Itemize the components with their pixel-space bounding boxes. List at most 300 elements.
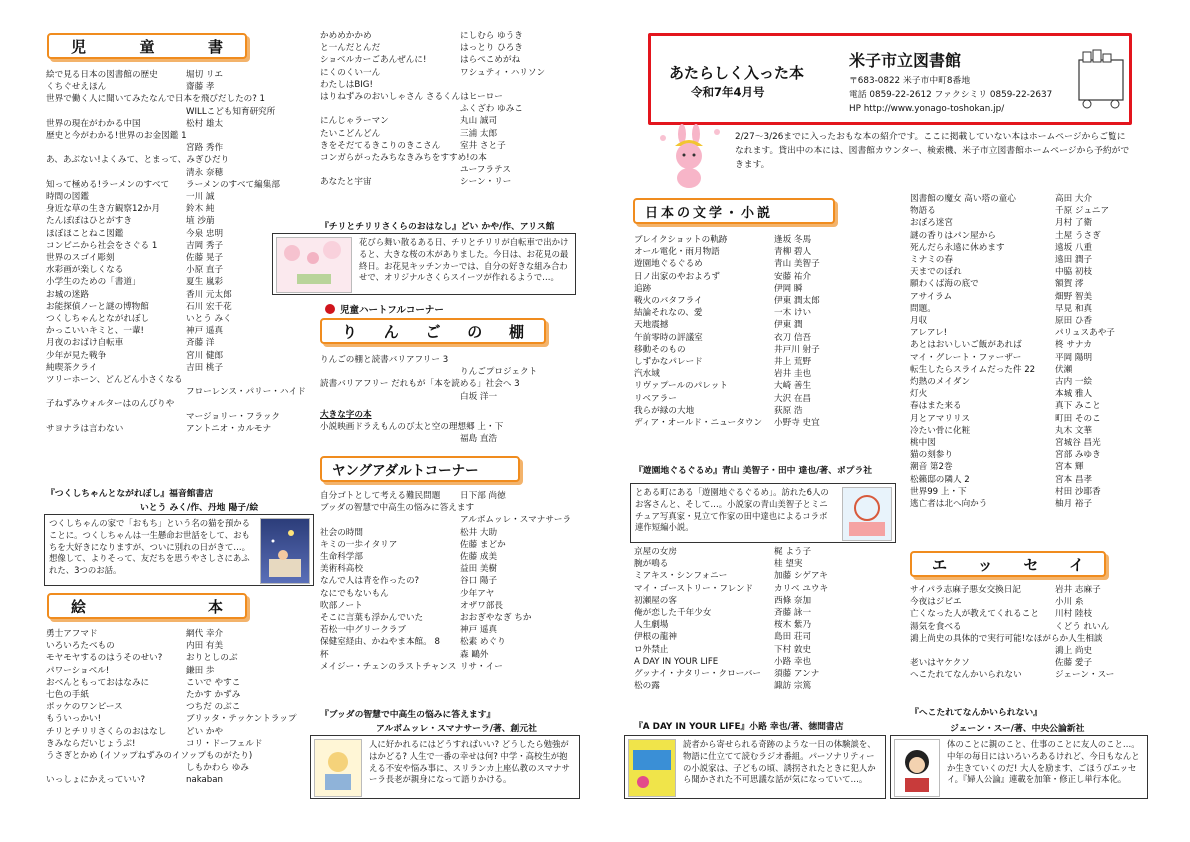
book-entry xyxy=(46,762,316,774)
book-author: 福島 直浩 xyxy=(460,434,498,445)
book-title: 追跡 xyxy=(634,283,652,294)
book-entry xyxy=(46,423,316,435)
book-title: おべんともっておはなみに xyxy=(46,677,150,688)
book-entry xyxy=(634,332,904,344)
header-char: セ xyxy=(1023,555,1039,574)
book-title: きみならだいじょうぶ! xyxy=(46,738,136,749)
book-title: 吹部ノート xyxy=(320,600,363,611)
book-title: ミアキス・シンフォニー xyxy=(634,571,728,582)
header-char: ん xyxy=(383,322,399,341)
book-entry xyxy=(910,633,1180,645)
book-title: りんごの棚と読書バリアフリー 3 xyxy=(320,355,449,365)
book-entry xyxy=(910,608,1180,620)
book-author: 一川 誠 xyxy=(186,192,215,203)
feature-text: 人に好かれるにはどうすればいい? どうしたら勉強がはかどる? 人生で一番の幸せは何? 中学・高校生が抱える不安や悩み事に、スリランカ上座仏教のスマナサーラ長老が親身になって語りかける。 xyxy=(369,739,570,785)
book-title: おぼろ迷宮 xyxy=(910,218,953,229)
book-author: 網代 幸介 xyxy=(186,629,224,639)
book-title: 絵で見る日本の図書館の歴史 xyxy=(46,70,158,80)
book-entry xyxy=(46,350,316,362)
book-entry xyxy=(910,486,1180,498)
book-cover-image xyxy=(894,739,940,797)
book-cover-image xyxy=(628,739,676,797)
book-entry xyxy=(910,266,1180,278)
feature-box-buddha xyxy=(310,735,580,799)
book-title: 転生したらスライムだった件 22 xyxy=(910,364,1036,375)
book-entry xyxy=(634,380,904,392)
book-title: 午前零時の評議室 xyxy=(634,332,703,343)
book-title: 桃中図 xyxy=(910,438,936,449)
book-title: 少年が見た戦争 xyxy=(46,350,107,361)
book-author: 鴻上 尚史 xyxy=(1055,646,1093,657)
book-entry xyxy=(46,652,316,664)
book-author: 宮本 昌孝 xyxy=(1055,474,1093,485)
book-entry xyxy=(910,315,1180,327)
book-title: 京屋の女房 xyxy=(634,547,677,557)
feature-text: とある町にある「遊園地ぐるぐるめ」。訪れた6人のお客さんと、そして…。小説家の青山美智子とミニチュア写真家・見立て作家の田中達也によるコラボ連作短編小説。 xyxy=(635,487,829,533)
newsletter-title: あたらしく入った本 xyxy=(669,64,805,82)
book-author: 荻原 浩 xyxy=(774,405,803,416)
postal-address: 〒683-0822 米子市中町8番地 xyxy=(849,76,971,86)
book-entry xyxy=(320,490,590,502)
book-author: 井戸川 射子 xyxy=(774,344,820,355)
book-title: 灼熱のメイダン xyxy=(910,377,971,388)
book-author: 逢坂 冬馬 xyxy=(774,235,812,245)
book-author: カリベ ユウキ xyxy=(774,583,829,594)
book-title: 猫の刻参り xyxy=(910,450,953,461)
book-author: 岩井 圭也 xyxy=(774,369,812,380)
header-char: り xyxy=(342,322,358,341)
book-entry xyxy=(46,665,316,677)
book-title: 灯火 xyxy=(910,389,928,400)
book-title: 人生劇場 xyxy=(634,620,669,631)
book-title: 時間の図鑑 xyxy=(46,192,89,203)
header-char: 児 xyxy=(71,37,87,56)
book-author: 伊岡 瞬 xyxy=(774,283,803,294)
book-title: 美術科高校 xyxy=(320,564,363,575)
book-title: かっこいいキミと、一輩! xyxy=(46,326,144,337)
book-author: ワシュティ・ハリソン xyxy=(460,67,546,78)
book-entry xyxy=(320,588,590,600)
book-title: はりねずみのおいしゃさん さるくんはヒーロー xyxy=(320,92,503,103)
book-entry xyxy=(634,405,904,417)
book-author: 齋藤 孝 xyxy=(186,82,215,93)
book-author: 加藤 シゲアキ xyxy=(774,571,828,582)
book-author: 石川 宏千花 xyxy=(186,301,232,312)
bookcart-illustration xyxy=(1073,46,1129,112)
book-title xyxy=(320,366,460,378)
book-entry xyxy=(46,215,316,227)
book-author: 古内 一絵 xyxy=(1055,377,1093,388)
book-entry xyxy=(910,254,1180,266)
book-title: A DAY IN YOUR LIFE xyxy=(634,656,719,667)
book-author: 岩井 志麻子 xyxy=(1055,585,1101,595)
header-char: ッ xyxy=(977,555,993,574)
book-title: そこに言葉も浮かんでいた xyxy=(320,613,424,624)
book-author: にしむら ゆうき xyxy=(460,31,523,41)
book-entry xyxy=(634,258,904,270)
book-author: 額賀 澪 xyxy=(1055,279,1084,290)
book-entry xyxy=(46,93,316,105)
book-author: コリ・ドーフェルド xyxy=(186,738,263,749)
book-entry xyxy=(46,313,316,325)
book-title: あ、あぶない!よくみて、とまって、みぎひだり xyxy=(46,155,230,166)
book-author: マージョリー・フラック xyxy=(186,411,281,422)
book-title: ロ外禁止 xyxy=(634,644,669,655)
book-title: もういっかい! xyxy=(46,714,102,725)
book-entry xyxy=(320,128,590,140)
feature-author-buddha: アルボムッレ・スマナサーラ/著、創元社 xyxy=(376,724,537,734)
book-title: なんで人は青を作ったの? xyxy=(320,576,420,587)
book-title: 老いはヤケクソ xyxy=(910,658,970,669)
book-entry xyxy=(46,191,316,203)
book-entry xyxy=(46,713,316,725)
book-author: 谷口 陽子 xyxy=(460,576,498,587)
book-entry xyxy=(320,42,590,54)
book-entry xyxy=(634,595,904,607)
book-author: 千原 ジュニア xyxy=(1055,206,1110,217)
book-entry xyxy=(910,242,1180,254)
book-title: 移動そのもの xyxy=(634,344,686,355)
book-title: 伊根の龍神 xyxy=(634,632,677,643)
book-title: 天までのぼれ xyxy=(910,267,962,278)
book-entry xyxy=(634,393,904,405)
feature-title-hekotare: 『へこたれてなんかいられない』 xyxy=(910,708,1042,718)
book-author: 諏訪 宗篤 xyxy=(774,681,812,692)
book-title: 冷たい骨に化粧 xyxy=(910,425,971,436)
book-title: マイ・ゴーストリー・フレンド xyxy=(634,583,754,594)
book-author: 安藤 祐介 xyxy=(774,271,812,282)
book-entry xyxy=(634,607,904,619)
book-author: 遠坂 八重 xyxy=(1055,242,1093,253)
book-title: 知って極める!ラーメンのすべて xyxy=(46,179,170,190)
book-author: アルボムッレ・スマナサーラ xyxy=(460,515,572,526)
book-title: 勇士アフマド xyxy=(46,629,98,639)
book-entry xyxy=(910,596,1180,608)
book-entry xyxy=(910,230,1180,242)
book-entry xyxy=(46,398,316,410)
book-entry xyxy=(910,400,1180,412)
book-author: ふくざわ ゆみこ xyxy=(460,104,523,115)
book-author: 三浦 太郎 xyxy=(460,128,498,139)
book-title xyxy=(910,645,1055,657)
book-title: 死んだら永遠に休めます xyxy=(910,242,1005,253)
book-author: 衣刀 信吾 xyxy=(774,332,812,343)
book-author: 青山 美智子 xyxy=(774,259,820,270)
book-title: アサイラム xyxy=(910,291,953,302)
book-entry xyxy=(46,374,316,386)
book-entry xyxy=(320,354,580,366)
book-entry xyxy=(634,644,904,656)
book-title: 亡くなった人が教えてくれること xyxy=(910,609,1039,620)
header-char: 棚 xyxy=(508,322,524,341)
book-author: 夏生 嵐彩 xyxy=(186,277,224,288)
book-entry xyxy=(46,628,316,640)
book-author: はらぺこめがね xyxy=(460,55,521,66)
book-title: 月夜のおばけ自転車 xyxy=(46,338,124,349)
book-title xyxy=(46,142,186,154)
book-title: サイパラ志麻子悪女交換日記 xyxy=(910,585,1021,595)
book-author: オザワ部長 xyxy=(460,600,503,611)
book-author: 香川 元太郎 xyxy=(186,289,232,300)
book-title: ディア・オールド・ニュータウン xyxy=(634,418,763,429)
book-entry xyxy=(46,325,316,337)
book-author: 小路 幸也 xyxy=(774,656,812,667)
book-title: いっしょにかえっていい? xyxy=(46,775,146,786)
book-entry xyxy=(320,140,590,152)
book-entry xyxy=(634,368,904,380)
book-title: たいこどんどん xyxy=(320,128,381,139)
book-author: ユーフラテス xyxy=(460,165,511,176)
book-title: 我らが緑の大地 xyxy=(634,405,695,416)
book-entry xyxy=(320,30,590,42)
book-title: いろいろたべもの xyxy=(46,641,115,652)
book-author: おりとしのぶ xyxy=(186,653,238,664)
book-title: 身近な草の生き方観察12か月 xyxy=(46,204,161,215)
book-author: おおぎやなぎ ちか xyxy=(460,613,532,624)
book-author: 宮城谷 昌光 xyxy=(1055,438,1101,449)
book-title: 今夜はジビエ xyxy=(910,597,962,608)
book-title: 社会の時間 xyxy=(320,527,363,538)
book-title: あなたと宇宙 xyxy=(320,177,372,188)
book-entry xyxy=(46,106,316,118)
book-entry xyxy=(910,339,1180,351)
intro-text: 2/27～3/26までに入ったおもな本の紹介です。ここに掲載していない本はホームページからご覧になれます。貸出中の本には、図書館カウンター、検索機、米子市立図書館ホームページから予約ができます。 xyxy=(735,132,1130,170)
book-author: 内田 有美 xyxy=(186,641,224,652)
book-entry xyxy=(634,356,904,368)
book-author: たかす かずみ xyxy=(186,690,241,701)
book-title: つくしちゃんとながれぼし xyxy=(46,314,150,325)
feature-author-hekotare: ジェーン・スー/著、中央公論新社 xyxy=(950,724,1085,734)
book-author: いとう みく xyxy=(186,314,232,325)
book-author: 松素 めぐり xyxy=(460,637,506,648)
book-entry xyxy=(46,301,316,313)
book-title: リヴァプールのパレット xyxy=(634,381,728,392)
book-author: はっとり ひろき xyxy=(460,43,523,54)
book-author: 原田 ひ香 xyxy=(1055,316,1093,327)
book-entry xyxy=(634,668,904,680)
book-entry xyxy=(46,411,316,423)
book-title: ミナミの春 xyxy=(910,255,953,266)
book-entry xyxy=(634,680,904,692)
book-cover-image xyxy=(260,518,310,584)
book-title: 願わくば海の底で xyxy=(910,279,979,290)
feature-title-yuenchi: 『遊園地ぐるぐるめ』青山 美智子・田中 達也/著、ポプラ社 xyxy=(634,466,873,476)
book-title: キミの一歩イタリア xyxy=(320,539,398,550)
book-entry xyxy=(910,621,1180,633)
book-author: 土屋 うさぎ xyxy=(1055,230,1101,241)
book-entry xyxy=(910,669,1180,681)
book-entry xyxy=(910,474,1180,486)
book-title: サヨナラは言わない xyxy=(46,423,124,434)
book-author: くどう れいん xyxy=(1055,621,1110,632)
book-entry xyxy=(320,661,590,673)
book-title xyxy=(320,103,460,115)
book-title: あとはおいしいご飯があれば xyxy=(910,340,1022,351)
book-entry xyxy=(634,583,904,595)
book-author: 佐藤 まどか xyxy=(460,539,506,550)
book-title: きをそだてるきこりのきこさん xyxy=(320,140,441,151)
book-author: 今泉 忠明 xyxy=(186,228,224,239)
header-char: エ xyxy=(932,555,948,574)
book-author: 町田 そのこ xyxy=(1055,413,1101,424)
header-char: 書 xyxy=(207,37,223,56)
book-author: 宮部 みゆき xyxy=(1055,450,1101,461)
book-entry xyxy=(910,205,1180,217)
book-author: 西條 奈加 xyxy=(774,595,812,606)
book-entry xyxy=(910,376,1180,388)
feature-title-tsukushi: 『つくしちゃんとながれぼし』福音館書店 xyxy=(46,489,214,499)
book-author: 伊東 潤太郎 xyxy=(774,296,820,307)
book-title: 遊園地ぐるぐるめ xyxy=(634,259,703,270)
book-entry xyxy=(910,193,1180,205)
book-entry xyxy=(46,203,316,215)
feature-author-tsukushi: いとう みく/作、丹地 陽子/絵 xyxy=(140,503,259,513)
book-author: 高田 大介 xyxy=(1055,194,1093,204)
book-entry xyxy=(910,388,1180,400)
book-entry xyxy=(320,54,590,66)
book-author: リサ・イー xyxy=(460,661,503,672)
book-title xyxy=(46,106,186,118)
book-title: お城の迷路 xyxy=(46,289,89,300)
book-entry xyxy=(46,750,316,762)
book-entry xyxy=(910,364,1180,376)
feature-text: 花びら舞い散るある日、チリとチリリが自転車で出かけると、大きな桜の木がありました。今日は、お花見の最終日。お花見キッチンカーでは、自分の好きな組み合わせで、オリジナルさくらスイーツが作れるようで…。 xyxy=(359,237,569,283)
book-entry xyxy=(320,67,590,79)
book-entry xyxy=(46,362,316,374)
section-header-jido xyxy=(47,33,247,59)
book-title: 春はまた来る xyxy=(910,401,962,412)
library-name: 米子市立図書館 xyxy=(849,51,962,70)
book-entry xyxy=(46,130,316,142)
book-title: 世界99 上・下 xyxy=(910,486,967,497)
book-title: 湯気を食べる xyxy=(910,621,962,632)
book-entry xyxy=(46,69,316,81)
book-title: 自分ゴトとして考える難民問題 xyxy=(320,491,441,501)
book-entry xyxy=(910,584,1180,596)
book-author: 松村 雄太 xyxy=(186,118,224,129)
book-author: 白坂 洋一 xyxy=(460,391,498,402)
book-entry xyxy=(910,498,1180,510)
book-entry xyxy=(320,421,580,433)
book-entry xyxy=(634,271,904,283)
book-entry xyxy=(320,378,580,390)
book-cover-image xyxy=(842,487,892,541)
book-title: 純喫茶クライ xyxy=(46,362,98,373)
book-author: 鈴木 純 xyxy=(186,204,215,215)
book-entry xyxy=(910,278,1180,290)
book-author: 大崎 善生 xyxy=(774,381,812,392)
book-entry xyxy=(320,91,590,103)
book-entry xyxy=(46,179,316,191)
book-author: 小野寺 史宜 xyxy=(774,418,820,429)
book-entry xyxy=(46,701,316,713)
book-entry xyxy=(46,118,316,130)
book-entry xyxy=(634,246,904,258)
book-author: 井上 荒野 xyxy=(774,357,812,368)
book-author: 丸山 誠司 xyxy=(460,116,498,127)
header-char: 童 xyxy=(139,37,155,56)
book-author: 青柳 碧人 xyxy=(774,247,812,258)
book-title: にくのくい一ん xyxy=(320,67,381,78)
feature-title-chiri: 『チリとチリリさくらのおはなし』どい かや/作、アリス館 xyxy=(320,222,555,232)
book-author: 島田 荘司 xyxy=(774,632,812,643)
book-title: オール電化・雨月物語 xyxy=(634,247,720,258)
book-entry xyxy=(910,413,1180,425)
book-author: 少年アヤ xyxy=(460,588,495,599)
book-entry xyxy=(320,600,590,612)
book-title: 小学生のための「書道」 xyxy=(46,277,141,288)
book-title xyxy=(46,167,186,179)
book-title: パワーショベル! xyxy=(46,665,110,676)
ringo-book-list xyxy=(320,354,580,403)
book-title: コンガらがったみちなきみちをすすめ!の本 xyxy=(320,153,487,164)
essay-book-list xyxy=(910,584,1180,682)
book-title: 謎の香りはパン屋から xyxy=(910,230,996,241)
book-title: 子ねずみウォルターはのんびりや xyxy=(46,399,175,410)
section-header-bungaku xyxy=(633,198,835,224)
book-author: 畑野 智美 xyxy=(1055,291,1093,302)
book-author: 森 鷗外 xyxy=(460,649,489,660)
book-title: うさぎとかめ (イソップねずみのイソップものがたり) xyxy=(46,751,253,762)
book-author: 伊東 潤 xyxy=(774,320,803,331)
book-entry xyxy=(634,546,904,558)
section-header-ringo xyxy=(320,318,546,344)
book-entry xyxy=(320,366,580,378)
homepage-link[interactable]: HP http://www.yonago-toshokan.jp/ xyxy=(849,104,1005,114)
book-author: 小原 直子 xyxy=(186,265,224,276)
book-entry xyxy=(910,303,1180,315)
book-title: ブッダの智慧で中高生の悩みに答えます xyxy=(320,503,475,514)
ehon-book-list xyxy=(46,628,316,787)
book-title: 天地震撼 xyxy=(634,320,669,331)
heartful-corner-label: 児童ハートフルコーナー xyxy=(340,305,444,316)
book-title: グッナイ・ナタリー・クローバー xyxy=(634,669,762,680)
book-title xyxy=(320,433,460,445)
book-title: 世界で働く人に聞いてみたなんで日本を飛びだしたの? 1 xyxy=(46,94,266,105)
book-entry xyxy=(910,217,1180,229)
book-author: 松井 大助 xyxy=(460,527,498,538)
book-title: 物語る xyxy=(910,206,936,217)
book-author: りんごプロジェクト xyxy=(460,367,538,378)
book-entry xyxy=(320,79,590,91)
book-title: 月とアマリリス xyxy=(910,413,970,424)
book-author: ジェーン・スー xyxy=(1055,670,1115,681)
book-entry xyxy=(910,645,1180,657)
book-author: こいで やすこ xyxy=(186,677,241,688)
book-author: パリュスあや子 xyxy=(1055,328,1115,339)
book-author: 大沢 在昌 xyxy=(774,393,812,404)
book-title: 戦火のバタフライ xyxy=(634,296,703,307)
book-author: 益田 美樹 xyxy=(460,564,498,575)
book-entry xyxy=(46,167,316,179)
ya-book-list xyxy=(320,490,590,673)
book-entry xyxy=(634,417,904,429)
book-title: かめめかかめ xyxy=(320,31,372,41)
book-entry xyxy=(46,689,316,701)
book-entry xyxy=(634,234,904,246)
book-entry xyxy=(320,624,590,636)
book-title: ほぼほことねこ図鑑 xyxy=(46,228,124,239)
book-entry xyxy=(46,738,316,750)
book-title: コンビニから社会をさぐる 1 xyxy=(46,240,158,251)
book-entry xyxy=(320,612,590,624)
book-entry xyxy=(634,656,904,668)
book-author: 柚月 裕子 xyxy=(1055,499,1093,510)
book-author: 遠田 潤子 xyxy=(1055,255,1093,266)
book-entry xyxy=(320,176,590,188)
book-title xyxy=(320,164,460,176)
book-author: 吉岡 秀子 xyxy=(186,240,224,251)
